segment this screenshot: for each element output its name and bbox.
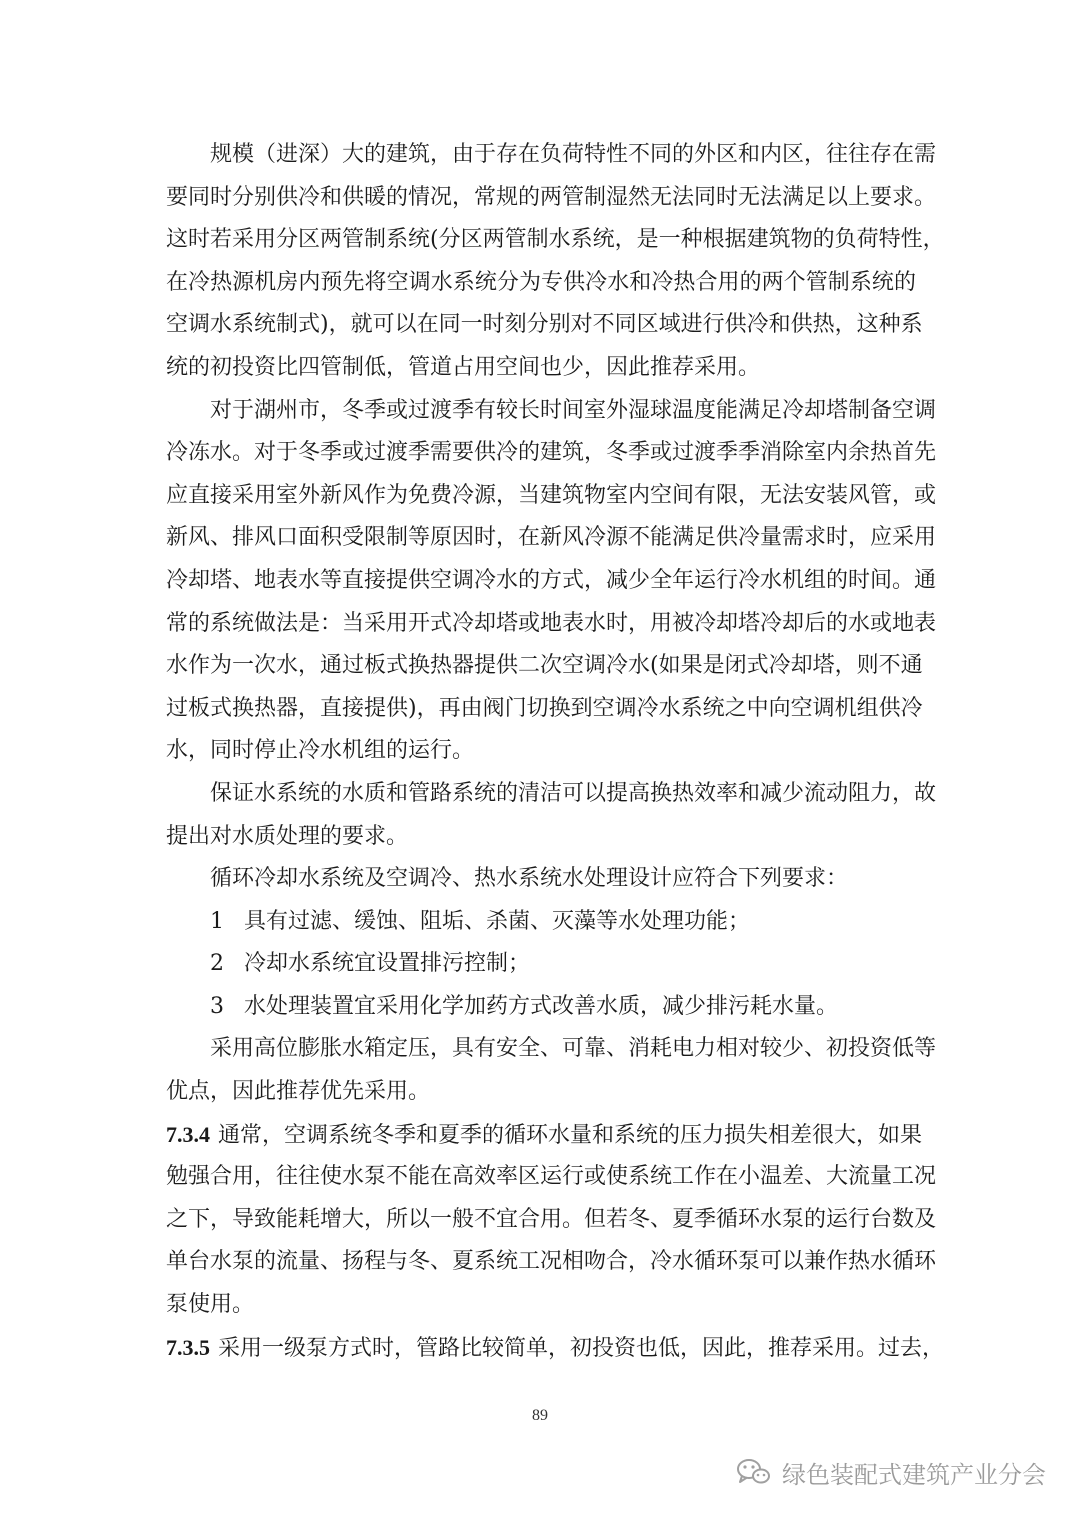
line-text: 空调水系统制式)，就可以在同一时刻分别对不同区域进行供冷和供热，这种系: [166, 312, 923, 338]
text-line: [166, 816, 916, 859]
paragraph: [166, 773, 937, 858]
line-text: 统的初投资比四管制低，管道占用空间也少，因此推荐采用。: [166, 354, 761, 380]
list-number: 2: [210, 951, 224, 977]
text-line: [166, 1156, 937, 1199]
text-line: [166, 262, 916, 305]
text-line: [166, 901, 916, 944]
line-text: 冷冻水。对于冬季或过渡季需要供冷的建筑，冬季或过渡季季消除室内余热首先: [166, 440, 937, 466]
text-line: [166, 475, 937, 518]
line-text: 优点，因此推荐优先采用。: [166, 1079, 431, 1105]
text-line: [166, 1114, 923, 1157]
line-text: 在冷热源机房内预先将空调水系统分为专供冷水和冷热合用的两个管制系统的: [166, 269, 916, 295]
watermark-text: 绿色装配式建筑产业分会: [782, 1460, 1046, 1489]
text-line: [166, 603, 937, 646]
page-body: [166, 134, 945, 1369]
wechat-icon: [736, 1457, 772, 1487]
line-text: 勉强合用，往往使水泵不能在高效率区运行或使系统工作在小温差、大流量工况: [166, 1164, 937, 1190]
text-line: [166, 1028, 937, 1071]
line-text: 过板式换热器，直接提供)，再由阀门切换到空调冷水系统之中向空调机组供冷: [166, 695, 923, 721]
line-text: 单台水泵的流量、扬程与冬、夏系统工况相吻合，冷水循环泵可以兼作热水循环: [166, 1249, 937, 1275]
watermark: [736, 1452, 1046, 1492]
section-number: 7.3.4: [166, 1121, 210, 1147]
list-item: [166, 986, 916, 1029]
text-line: [166, 1284, 916, 1327]
line-text: 冷却塔、地表水等直接提供空调冷水的方式，减少全年运行冷水机组的时间。通: [166, 567, 937, 593]
section-paragraph: [166, 1327, 945, 1370]
line-text: 水处理装置宜采用化学加药方式改善水质，减少排污耗水量。: [244, 993, 839, 1019]
text-line: [166, 1199, 937, 1242]
line-text: 水，同时停止冷水机组的运行。: [166, 738, 475, 764]
text-line: [166, 390, 937, 433]
line-text: 保证水系统的水质和管路系统的清洁可以提高换热效率和减少流动阻力，故: [210, 780, 937, 806]
text-line: [166, 688, 923, 731]
text-line: [166, 517, 937, 560]
text-line: [166, 304, 923, 347]
list-item: [166, 901, 916, 944]
paragraph: [166, 858, 916, 901]
text-line: [166, 347, 916, 390]
line-text: 常的系统做法是：当采用开式冷却塔或地表水时，用被冷却塔冷却后的水或地表: [166, 610, 937, 636]
section-number: 7.3.5: [166, 1334, 210, 1360]
line-text: 通常，空调系统冬季和夏季的循环水量和系统的压力损失相差很大，如果: [218, 1122, 923, 1148]
list-item: [166, 943, 916, 986]
text-line: [166, 773, 937, 816]
text-line: [166, 177, 937, 220]
list-number: 3: [210, 993, 224, 1019]
text-line: [166, 432, 937, 475]
text-line: [166, 986, 916, 1029]
paragraph: [166, 1028, 937, 1113]
line-text: 冷却水系统宜设置排污控制；: [244, 951, 531, 977]
list-number: 1: [210, 908, 224, 934]
section-paragraph: [166, 1114, 937, 1327]
text-line: [166, 134, 937, 177]
line-text: 要同时分别供冷和供暖的情况，常规的两管制湿然无法同时无法满足以上要求。: [166, 184, 937, 210]
line-text: 这时若采用分区两管制系统(分区两管制水系统，是一种根据建筑物的负荷特性，: [166, 227, 945, 253]
page-number: 89: [532, 1407, 548, 1424]
line-text: 具有过滤、缓蚀、阻垢、杀菌、灭藻等水处理功能；: [244, 908, 751, 934]
text-line: [166, 560, 937, 603]
line-text: 对于湖州市，冬季或过渡季有较长时间室外湿球温度能满足冷却塔制备空调: [210, 397, 937, 423]
line-text: 新风、排风口面积受限制等原因时，在新风冷源不能满足供冷量需求时，应采用: [166, 525, 937, 551]
line-text: 采用一级泵方式时，管路比较简单，初投资也低，因此，推荐采用。过去，: [218, 1335, 945, 1361]
text-line: [166, 943, 916, 986]
line-text: 应直接采用室外新风作为免费冷源，当建筑物室内空间有限，无法安装风管，或: [166, 482, 937, 508]
line-text: 水作为一次水，通过板式换热器提供二次空调冷水(如果是闭式冷却塔，则不通: [166, 653, 923, 679]
line-text: 规模（进深）大的建筑，由于存在负荷特性不同的外区和内区，往往存在需: [210, 142, 937, 167]
line-text: 循环冷却水系统及空调冷、热水系统水处理设计应符合下列要求：: [210, 866, 849, 892]
text-line: [166, 858, 916, 901]
paragraph: [166, 390, 937, 773]
line-text: 提出对水质处理的要求。: [166, 823, 409, 849]
line-text: 之下，导致能耗增大，所以一般不宜合用。但若冬、夏季循环水泵的运行台数及: [166, 1206, 937, 1232]
text-line: [166, 645, 923, 688]
line-text: 采用高位膨胀水箱定压，具有安全、可靠、消耗电力相对较少、初投资低等: [210, 1036, 937, 1062]
text-line: [166, 1327, 945, 1370]
text-line: [166, 1071, 916, 1114]
text-line: [166, 1241, 937, 1284]
line-text: 泵使用。: [166, 1292, 255, 1318]
text-line: [166, 730, 916, 773]
paragraph: [166, 134, 945, 390]
text-line: [166, 219, 945, 262]
